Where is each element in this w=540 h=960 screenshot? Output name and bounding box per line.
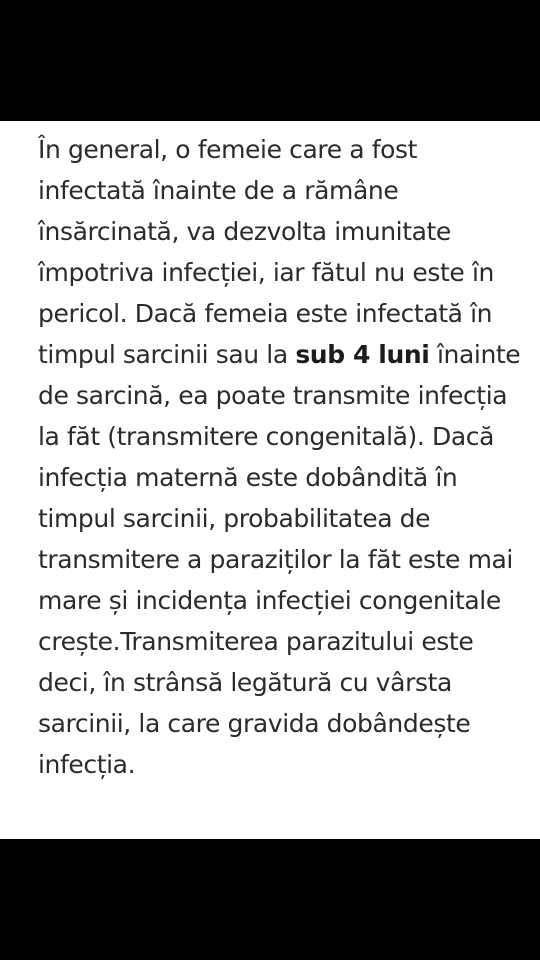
top-black-bar	[0, 0, 540, 121]
text-after-bold: înainte de sarcină, ea poate transmite infecția la făt (transmitere congenitală). Dacă infecția maternă este dobândită în timpul sarcinii, probabilitatea de transmitere a paraziților la făt este mai mare și incidența infecției congenitale crește.Transmiterea parazitului este deci, în strânsă legătură cu vârsta sarcinii, la care gravida dobândește infecția.	[38, 340, 521, 779]
article-paragraph	[38, 129, 526, 785]
article-card	[0, 121, 540, 839]
bottom-black-bar	[0, 839, 540, 960]
bold-emphasis: sub 4 luni	[295, 340, 430, 369]
text-before-bold: În general, o femeie care a fost infectată înainte de a rămâne însărcinată, va dezvolta imunitate împotriva infecției, iar fătul nu este în pericol. Dacă femeia este infectată în timpul sarcinii sau la	[38, 135, 494, 369]
